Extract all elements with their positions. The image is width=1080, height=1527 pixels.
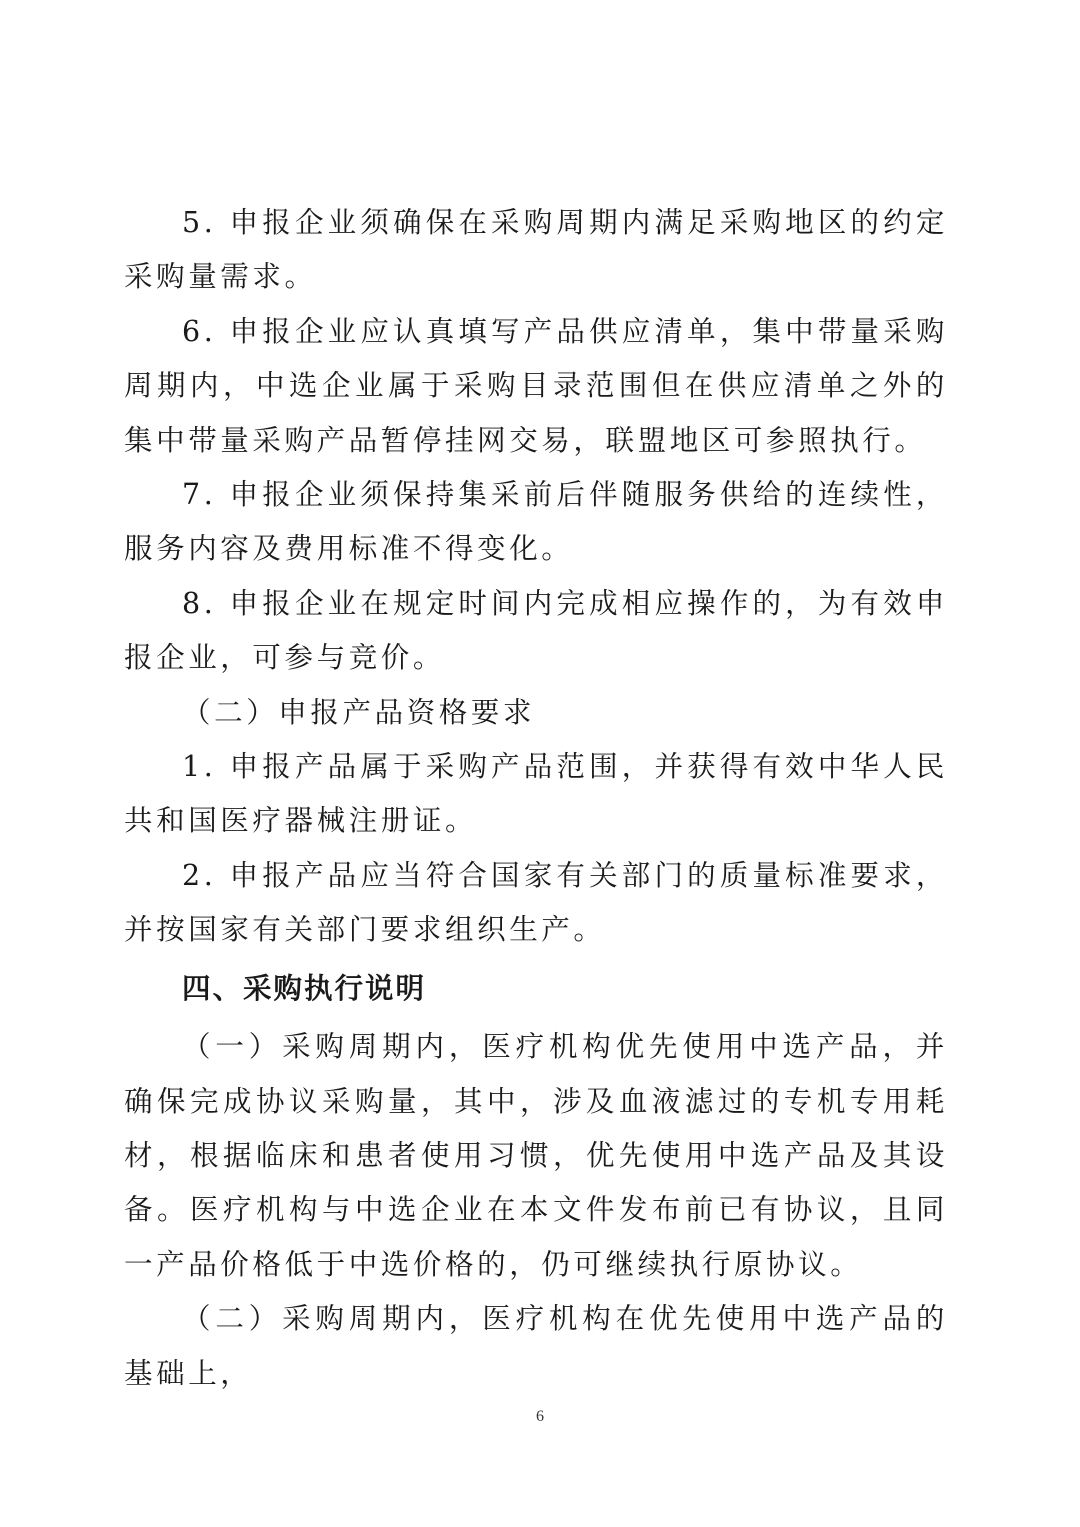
paragraph-item-8: 8. 申报企业在规定时间内完成相应操作的，为有效申报企业，可参与竞价。 — [124, 586, 948, 675]
paragraph-product-1: 1. 申报产品属于采购产品范围，并获得有效中华人民共和国医疗器械注册证。 — [124, 750, 948, 838]
page-number: 6 — [536, 1408, 544, 1425]
document-body — [124, 196, 948, 1401]
section-subheading: （二）申报产品资格要求 — [182, 695, 536, 729]
paragraph-execution-2: （二）采购周期内，医疗机构在优先使用中选产品的基础上， — [124, 1302, 948, 1390]
paragraph-item-6: 6. 申报企业应认真填写产品供应清单，集中带量采购周期内，中选企业属于采购目录范围但在供应清单之外的集中带量采购产品暂停挂网交易，联盟地区可参照执行。 — [124, 314, 948, 457]
paragraph-product-2: 2. 申报产品应当符合国家有关部门的质量标准要求，并按国家有关部门要求组织生产。 — [124, 858, 948, 947]
paragraph-execution-1: （一）采购周期内，医疗机构优先使用中选产品，并确保完成协议采购量，其中，涉及血液滤过的专机专用耗材，根据临床和患者使用习惯，优先使用中选产品及其设备。医疗机构与中选企业在本文件发布前已有协议，且同一产品价格低于中选价格的，仍可继续执行原协议。 — [124, 1030, 948, 1281]
paragraph-item-5: 5. 申报企业须确保在采购周期内满足采购地区的约定采购量需求。 — [124, 206, 948, 294]
section-heading: 四、采购执行说明 — [182, 971, 427, 1005]
paragraph-item-7: 7. 申报企业须保持集采前后伴随服务供给的连续性，服务内容及费用标准不得变化。 — [124, 478, 948, 566]
